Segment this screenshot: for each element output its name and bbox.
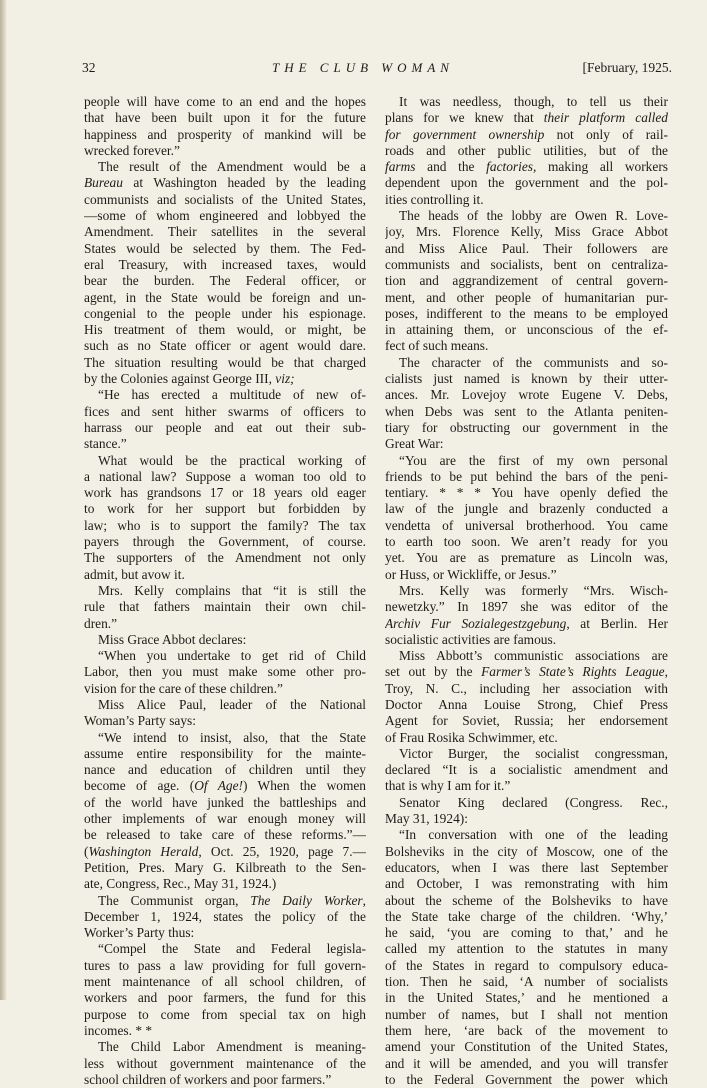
text-line: farms and the factories, making all workers: [385, 159, 668, 175]
text-line: assume entire responsibility for the mainte-: [84, 745, 366, 761]
text-line: called my attention to the statutes in many: [385, 941, 668, 957]
text-line: Miss Alice Paul, leader of the National: [98, 696, 366, 712]
text-line: about the scheme of the Bolsheviks to have: [385, 892, 668, 908]
text-line: States would be selected by them. The Fed-: [84, 240, 366, 256]
text-line: such as no State officer or agent would dare.: [84, 338, 366, 354]
text-line: dren.”: [84, 615, 118, 631]
text-line: roads and other public utilities, but of the: [385, 142, 668, 158]
text-line: “In conversation with one of the leading: [399, 827, 668, 843]
running-header: [82, 60, 672, 80]
text-line: Agent for Soviet, Russia; her endorsement: [385, 713, 668, 729]
text-line: of Frau Rosika Schwimmer, etc.: [385, 729, 558, 745]
text-line: number of names, but I shall not mention: [385, 1006, 668, 1022]
text-line: and it will be amended, and you will transfer: [385, 1055, 668, 1071]
text-line: bear the burden. The Federal officer, or: [84, 273, 366, 289]
text-line: What would be the practical working of: [98, 452, 366, 468]
text-line: “He has erected a multitude of new of-: [98, 387, 366, 403]
text-line: His treatment of them would, or might, be: [84, 322, 366, 338]
text-line: workers and poor farmers, the fund for this: [84, 990, 366, 1006]
text-line: Victor Burger, the socialist congressman,: [399, 745, 668, 761]
text-line: admit, but avow it.: [84, 566, 185, 582]
text-line: Archiv Fur Sozialegestzgebung, at Berlin. Her: [385, 615, 668, 631]
text-line: work has grandsons 17 or 18 years old eager: [84, 485, 366, 501]
text-line: The character of the communists and so-: [399, 354, 668, 370]
text-line: Great War:: [385, 436, 444, 452]
text-line: when Debs was sent to the Atlanta peniten-: [385, 403, 668, 419]
text-line: dependent upon the government and the pol-: [385, 175, 668, 191]
text-line: “We intend to insist, also, that the State: [98, 729, 366, 745]
text-line: The Child Labor Amendment is meaning-: [98, 1039, 366, 1055]
text-line: to the Federal Government the power which: [385, 1071, 668, 1087]
text-line: set out by the Farmer’s State’s Rights League,: [385, 664, 668, 680]
text-line: by the Colonies against George III, viz;: [84, 371, 295, 387]
text-line: Mrs. Kelly complains that “it is still the: [98, 582, 366, 598]
text-line: school children of workers and poor farmers.”: [84, 1071, 332, 1087]
left-text-column: [84, 94, 366, 1088]
text-line: other implements of war enough money will: [84, 811, 366, 827]
page-binding-edge: [0, 0, 7, 1000]
magazine-title: THE CLUB WOMAN: [272, 60, 454, 75]
text-line: friends to be put behind the bars of the peni-: [385, 468, 668, 484]
text-line: people will have come to an end and the hopes: [84, 94, 366, 109]
text-line: eral Treasury, with increased taxes, would: [84, 256, 366, 272]
text-line: Senator King declared (Congress. Rec.,: [399, 794, 668, 810]
text-line: amend your Constitution of the United States,: [385, 1039, 668, 1055]
text-line: tion. Then he said, ‘A number of socialists: [385, 974, 668, 990]
text-line: declared “It is a socialistic amendment and: [385, 762, 668, 778]
text-line: communists and socialists of the United States,: [84, 191, 366, 207]
text-line: for government ownership not only of rail-: [385, 126, 668, 142]
text-line: joy, Mrs. Florence Kelly, Miss Grace Abbot: [385, 224, 668, 240]
text-line: ment maintenance of all school children, of: [84, 974, 366, 990]
text-line: congenial to the people under his espionage.: [84, 305, 366, 321]
text-line: that have been built upon it for the future: [84, 110, 366, 126]
text-line: ment, and other people of humanitarian pur-: [385, 289, 668, 305]
text-line: law; who is to support the family? The tax: [84, 517, 366, 533]
text-line: Doctor Anna Louise Strong, Chief Press: [385, 696, 668, 712]
text-line: incomes. * *: [84, 1022, 153, 1038]
text-line: socialistic activities are famous.: [385, 631, 557, 647]
text-line: (Washington Herald, Oct. 25, 1920, page 7.—: [84, 843, 366, 859]
text-line: and October, I was remonstrating with him: [385, 876, 668, 892]
text-line: the State take charge of the children. ‘Why,’: [385, 908, 668, 924]
text-line: happiness and prosperity of mankind will be: [84, 126, 366, 142]
text-line: newetzky.” In 1897 she was editor of the: [385, 599, 668, 615]
text-line: a national law? Suppose a woman too old to: [84, 468, 366, 484]
text-line: It was needless, though, to tell us their: [399, 94, 668, 109]
text-line: Amendment. Their satellites in the several: [84, 224, 366, 240]
text-line: in the United States,’ and he mentioned a: [385, 990, 668, 1006]
text-line: vendetta of universal brotherhood. You came: [385, 517, 668, 533]
text-line: The result of the Amendment would be a: [98, 159, 366, 175]
text-line: he said, ‘you are coming to that,’ and he: [385, 925, 668, 941]
text-line: December 1, 1924, states the policy of the: [84, 908, 366, 924]
text-line: fices and sent hither swarms of officers to: [84, 403, 366, 419]
text-line: to earth too soon. We aren’t ready for you: [385, 534, 668, 550]
text-line: The situation resulting would be that charged: [84, 354, 366, 370]
text-line: The Communist organ, The Daily Worker,: [98, 892, 366, 908]
text-line: ate, Congress, Rec., May 31, 1924.): [84, 876, 277, 892]
text-line: poses, indifferent to the means to be employed: [385, 305, 668, 321]
issue-date: [February, 1925.: [582, 60, 672, 75]
text-line: wrecked forever.”: [84, 142, 180, 158]
text-line: Labor, then you must make some other pro-: [84, 664, 366, 680]
text-line: Miss Abbott’s communistic associations are: [399, 648, 668, 664]
text-line: communists and socialists, bent on centraliza-: [385, 256, 668, 272]
text-line: Woman’s Party says:: [84, 713, 196, 729]
text-line: Petition, Pres. Mary G. Kilbreath to the Sen-: [84, 859, 366, 875]
text-line: fect of such means.: [385, 338, 489, 354]
text-line: rule that fathers maintain their own chil-: [84, 599, 366, 615]
text-line: less without government maintenance of the: [84, 1055, 366, 1071]
text-line: and Miss Alice Paul. Their followers are: [385, 240, 668, 256]
text-line: —some of whom engineered and lobbyed the: [84, 208, 366, 224]
text-line: nance and education of children until they: [84, 762, 366, 778]
text-line: stance.”: [84, 436, 127, 452]
text-line: tures to pass a law providing for full govern-: [84, 957, 366, 973]
text-line: “You are the first of my own personal: [399, 452, 668, 468]
text-line: become of age. (Of Age!) When the women: [84, 778, 366, 794]
text-line: ances. Mr. Lovejoy wrote Eugene V. Debs,: [385, 387, 668, 403]
text-line: tiary for obstructing our government in the: [385, 419, 668, 435]
text-line: law of the jungle and brazenly conducted a: [385, 501, 668, 517]
text-line: Bolsheviks in the city of Moscow, one of the: [385, 843, 668, 859]
text-line: in attaining them, or unconscious of the ef-: [385, 322, 668, 338]
text-line: cialists just named is known by their utter-: [385, 371, 668, 387]
page-number: 32: [82, 60, 96, 75]
text-line: The heads of the lobby are Owen R. Love-: [399, 208, 668, 224]
text-line: Worker’s Party thus:: [84, 925, 195, 941]
text-line: harrass our people and eat out their sub-: [84, 419, 366, 435]
text-line: payers through the Government, of course.: [84, 534, 366, 550]
text-line: May 31, 1924):: [385, 811, 468, 827]
text-line: of the States in regard to compulsory educa-: [385, 957, 668, 973]
text-line: ities controlling it.: [385, 191, 484, 207]
text-line: Miss Grace Abbot declares:: [98, 631, 247, 647]
text-line: be released to take care of these reforms.”—: [84, 827, 366, 843]
text-line: tentiary. * * * You have openly defied the: [385, 485, 668, 501]
text-line: to work for her support but forbidden by: [84, 501, 366, 517]
text-line: or Huss, or Wickliffe, or Jesus.”: [385, 566, 557, 582]
text-line: that is why I am for it.”: [385, 778, 511, 794]
text-line: “When you undertake to get rid of Child: [98, 648, 366, 664]
text-line: purpose to come from special tax on high: [84, 1006, 366, 1022]
text-line: vision for the care of these children.”: [84, 680, 283, 696]
text-line: Bureau at Washington headed by the leading: [84, 175, 366, 191]
text-line: Mrs. Kelly was formerly “Mrs. Wisch-: [399, 582, 668, 598]
text-line: agent, in the State would be foreign and un-: [84, 289, 366, 305]
text-line: plans for we knew that their platform called: [385, 110, 668, 126]
text-line: them here, ‘are back of the movement to: [385, 1022, 668, 1038]
text-line: educators, when I was there last September: [385, 859, 668, 875]
text-line: yet. You are as premature as Lincoln was,: [385, 550, 668, 566]
text-line: “Compel the State and Federal legisla-: [98, 941, 366, 957]
text-line: of the world have junked the battleships and: [84, 794, 366, 810]
text-line: Troy, N. C., including her association with: [385, 680, 668, 696]
text-line: The supporters of the Amendment not only: [84, 550, 366, 566]
text-line: tion and aggrandizement of central govern-: [385, 273, 668, 289]
right-text-column: [385, 94, 668, 1088]
